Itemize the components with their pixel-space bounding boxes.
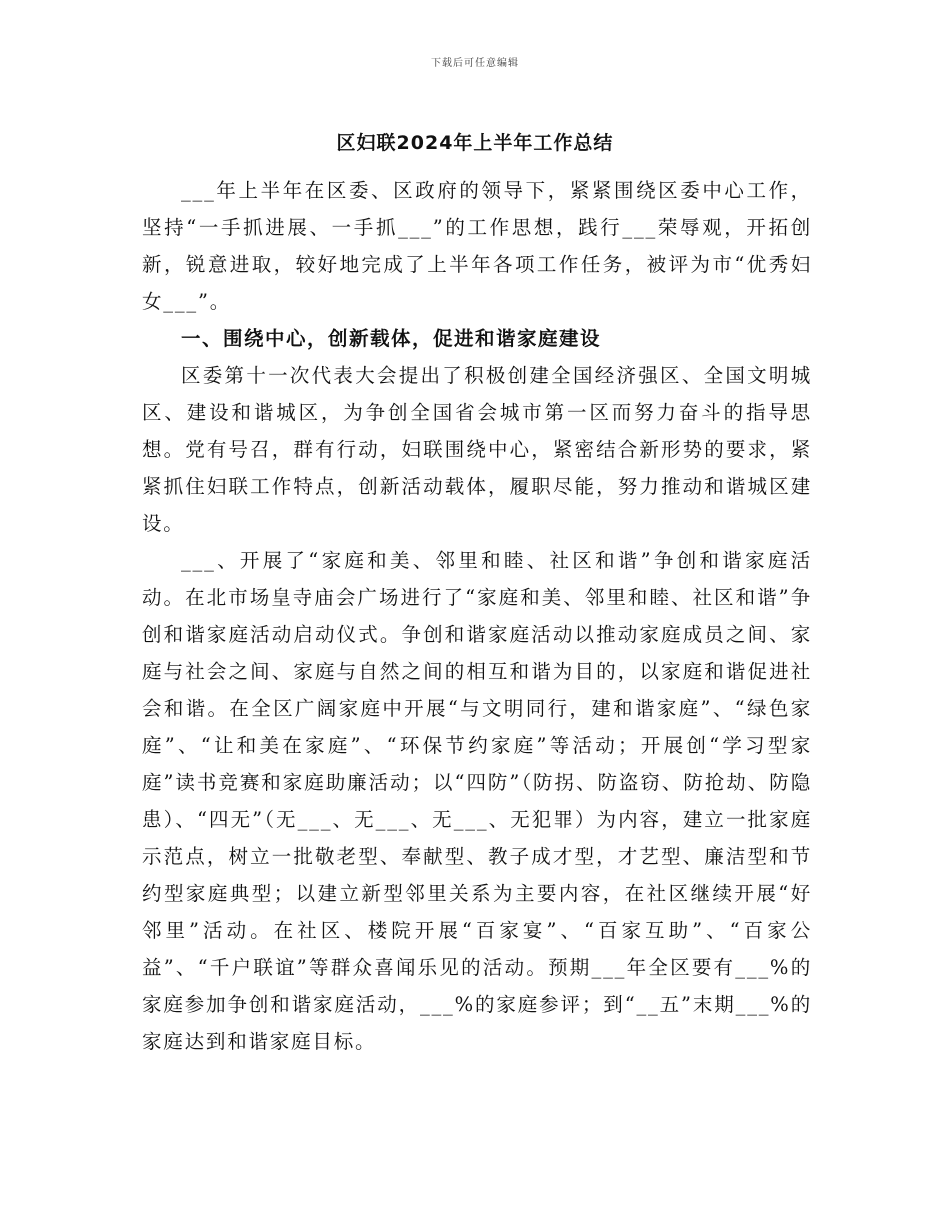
section-paragraph: 区委第十一次代表大会提出了积极创建全国经济强区、全国文明城区、建设和谐城区，为争创全国省会城市第一区而努力奋斗的指导思想。党有号召，群有行动，妇联围绕中心，紧密结合新形势的要求，紧紧抓住妇联工作特点，创新活动载体，履职尽能，努力推动和谐城区建设。: [142, 364, 812, 535]
section-heading: 一、围绕中心，创新载体，促进和谐家庭建设: [181, 327, 602, 350]
section-paragraph: ___、开展了“家庭和美、邻里和睦、社区和谐”争创和谐家庭活动。在北市场皇寺庙会广场进行了“家庭和美、邻里和睦、社区和谐”争创和谐家庭活动启动仪式。争创和谐家庭活动以推动家庭成员之间、家庭与社会之间、家庭与自然之间的相互和谐为目的，以家庭和谐促进社会和谐。在全区广阔家庭中开展“与文明同行，建和谐家庭”、“绿色家庭”、“让和美在家庭”、“环保节约家庭”等活动；开展创“学习型家庭”读书竞赛和家庭助廉活动；以“四防”（防拐、防盗窃、防抢劫、防隐患）、“四无”（无___、无___、无___、无犯罪）为内容，建立一批家庭示范点，树立一批敬老型、奉献型、教子成才型，才艺型、廉洁型和节约型家庭典型；以建立新型邻里关系为主要内容，在社区继续开展“好邻里”活动。在社区、楼院开展“百家宴”、“百家互助”、“百家公益”、“千户联谊”等群众喜闻乐见的活动。预期___年全区要有___%的家庭参加争创和谐家庭活动，___%的家庭参评；到“__五”末期___%的家庭达到和谐家庭目标。: [142, 549, 812, 1053]
document-body: [142, 172, 812, 1060]
intro-paragraph: ___年上半年在区委、区政府的领导下，紧紧围绕区委中心工作，坚持“一手抓进展、一手抓___”的工作思想，践行___荣辱观，开拓创新，锐意进取，较好地完成了上半年各项工作任务，被评为市“优秀妇女___”。: [142, 179, 812, 313]
page-header: 下载后可任意编辑: [431, 58, 519, 69]
document-title: 区妇联2024年上半年工作总结: [336, 132, 614, 154]
